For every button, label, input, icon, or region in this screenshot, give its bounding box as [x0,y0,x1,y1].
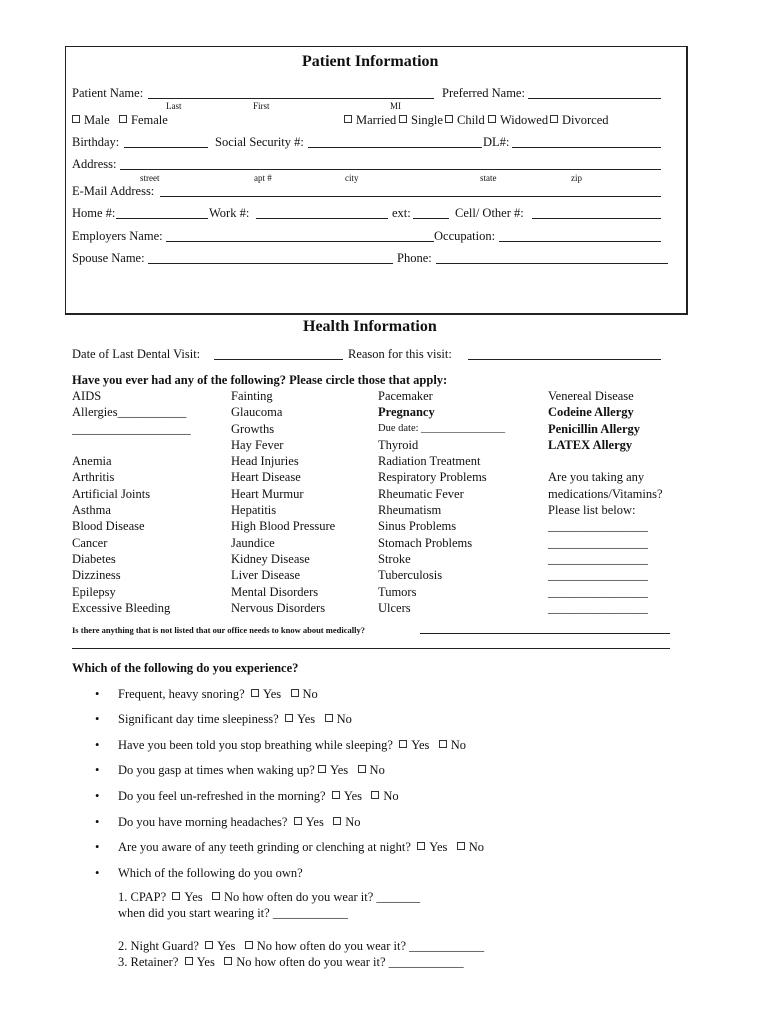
conditions-column-3 [378,388,505,616]
ssn-field[interactable] [308,137,482,148]
spouse-phone-label: Phone: [397,251,432,265]
gasp-yes-checkbox[interactable] [318,765,326,773]
home-phone-field[interactable] [116,208,208,219]
sleepiness-question: Significant day time sleepiness? Yes No [118,712,352,726]
cpap-row: 1. CPAP? Yes No how often do you wear it? _______ [118,890,421,904]
bullet: • [95,738,100,752]
gender-female-option[interactable]: Female [119,113,168,128]
work-phone-label: Work #: [209,206,250,220]
married-option[interactable]: Married [344,113,396,128]
condition-item [72,437,191,453]
child-checkbox[interactable] [445,115,453,123]
health-info-title: Health Information [303,318,437,335]
unrefreshed-no-checkbox[interactable] [371,791,379,799]
reason-field[interactable] [468,349,661,360]
condition-item[interactable]: Nervous Disorders [231,600,326,615]
retainer-no-checkbox[interactable] [224,957,232,965]
condition-item[interactable]: Glaucoma [231,405,283,420]
bullet: • [95,763,100,777]
own-devices-question: Which of the following do you own? [118,866,303,880]
guard-no-checkbox[interactable] [245,941,253,949]
address-label: Address: [72,157,117,171]
grinding-no-checkbox[interactable] [457,842,465,850]
condition-item[interactable]: Heart Murmur [231,486,304,501]
cpap-start-row[interactable]: when did you start wearing it? ____________ [118,906,348,920]
condition-item[interactable]: AIDS [72,389,102,403]
cell-phone-field[interactable] [532,208,661,219]
birthday-field[interactable] [124,137,208,148]
condition-item[interactable]: Dizziness [72,568,121,583]
condition-item[interactable]: Rheumatism [378,503,442,518]
sub-label-city: city [345,173,359,183]
condition-item[interactable]: Diabetes [72,551,116,566]
conditions-column-1 [72,388,191,616]
condition-item[interactable]: Heart Disease [231,470,301,485]
employer-label: Employers Name: [72,229,163,243]
night-guard-row: 2. Night Guard? Yes No how often do you wear it? ____________ [118,939,485,953]
gasp-no-checkbox[interactable] [358,765,366,773]
preferred-name-field[interactable] [528,88,661,99]
condition-item[interactable]: Asthma [72,503,111,518]
condition-item[interactable]: ___________________ [72,421,191,436]
condition-item[interactable]: Respiratory Problems [378,470,487,485]
ssn-label: Social Security #: [215,135,304,149]
sub-label-zip: zip [571,173,582,183]
spouse-field[interactable] [148,253,393,264]
single-option[interactable]: Single [399,113,443,128]
medication-line[interactable]: ________________ [548,568,648,583]
single-checkbox[interactable] [399,115,407,123]
bullet: • [95,687,100,701]
condition-item[interactable]: Cancer [72,535,108,550]
condition-item[interactable]: Venereal Disease [548,389,634,403]
sub-label-street: street [140,173,160,183]
stop-breathing-yes-checkbox[interactable] [399,740,407,748]
widowed-option[interactable]: Widowed [488,113,548,128]
work-phone-field[interactable] [256,208,388,219]
cpap-no-checkbox[interactable] [212,892,220,900]
retainer-yes-checkbox[interactable] [185,957,193,965]
condition-item[interactable]: Hay Fever [231,437,284,452]
widowed-checkbox[interactable] [488,115,496,123]
retainer-row: 3. Retainer? Yes No how often do you wear it? ____________ [118,955,464,969]
condition-item[interactable]: Thyroid [378,437,419,452]
medical-answer-field[interactable] [420,625,670,634]
patient-name-field[interactable] [148,88,434,99]
sleepiness-no-checkbox[interactable] [325,714,333,722]
snoring-question: Frequent, heavy snoring? Yes No [118,687,318,701]
cell-phone-label: Cell/ Other #: [455,206,524,220]
condition-item[interactable]: Rheumatic Fever [378,486,464,501]
female-checkbox[interactable] [119,115,127,123]
stop-breathing-question: Have you been told you stop breathing while sleeping? Yes No [118,738,467,752]
condition-item[interactable]: Pregnancy [378,405,435,420]
unrefreshed-question: Do you feel un-refreshed in the morning? Yes No [118,789,399,803]
conditions-column-2 [231,388,335,616]
gender-male-option[interactable]: Male [72,113,110,128]
sleepiness-yes-checkbox[interactable] [285,714,293,722]
gasp-question: Do you gasp at times when waking up? Yes No [118,763,385,777]
headaches-yes-checkbox[interactable] [294,817,302,825]
divorced-checkbox[interactable] [550,115,558,123]
condition-item[interactable]: Anemia [72,454,112,469]
grinding-yes-checkbox[interactable] [417,842,425,850]
headaches-question: Do you have morning headaches? Yes No [118,815,361,829]
last-visit-field[interactable] [214,349,343,360]
cpap-yes-checkbox[interactable] [172,892,180,900]
dl-label: DL#: [483,135,510,149]
reason-label: Reason for this visit: [348,347,452,361]
medical-answer-field-2[interactable] [72,640,670,649]
condition-item[interactable]: High Blood Pressure [231,519,336,534]
condition-item[interactable]: Hepatitis [231,503,277,518]
ext-label: ext: [392,206,411,220]
condition-item[interactable]: Stomach Problems [378,535,473,550]
headaches-no-checkbox[interactable] [333,817,341,825]
patient-info-title: Patient Information [302,53,439,70]
due-date-field[interactable]: Due date: ________________ [378,422,506,434]
condition-item[interactable]: Epilepsy [72,584,116,599]
patient-name-label: Patient Name: [72,86,144,100]
bullet: • [95,815,100,829]
condition-item[interactable]: Growths [231,421,275,436]
snoring-yes-checkbox[interactable] [251,689,259,697]
medication-line[interactable]: ________________ [548,519,648,534]
occupation-label: Occupation: [434,229,496,243]
condition-item[interactable]: Ulcers [378,600,411,615]
medications-question: Please list below: [548,503,636,518]
dl-field[interactable] [512,137,661,148]
experience-question: Which of the following do you experience? [72,661,299,675]
condition-item[interactable]: Codeine Allergy [548,405,634,420]
condition-item[interactable]: Kidney Disease [231,551,310,566]
medication-line[interactable]: ________________ [548,600,648,615]
guard-yes-checkbox[interactable] [205,941,213,949]
condition-item[interactable]: Stroke [378,551,411,566]
condition-item[interactable]: LATEX Allergy [548,437,633,452]
ext-field[interactable] [413,208,449,219]
occupation-field[interactable] [499,231,661,242]
condition-item[interactable]: Excessive Bleeding [72,600,171,615]
condition-item[interactable]: Arthritis [72,470,115,485]
condition-item[interactable]: Liver Disease [231,568,301,583]
condition-item[interactable]: Radiation Treatment [378,454,481,469]
unrefreshed-yes-checkbox[interactable] [332,791,340,799]
spouse-phone-field[interactable] [436,253,668,264]
medication-line[interactable]: ________________ [548,535,648,550]
bullet: • [95,712,100,726]
stop-breathing-no-checkbox[interactable] [439,740,447,748]
condition-item[interactable]: Fainting [231,389,273,403]
condition-item[interactable]: Head Injuries [231,454,299,469]
sub-label-apt: apt # [254,173,272,183]
condition-item[interactable]: Tuberculosis [378,568,443,583]
sub-label-mi: MI [390,101,401,111]
spacer [548,453,663,469]
condition-item[interactable]: Jaundice [231,535,275,550]
snoring-no-checkbox[interactable] [291,689,299,697]
home-phone-label: Home #: [72,206,116,220]
sub-label-last: Last [166,101,182,111]
spouse-label: Spouse Name: [72,251,145,265]
last-visit-label: Date of Last Dental Visit: [72,347,201,361]
condition-item[interactable]: Penicillin Allergy [548,421,641,436]
condition-item[interactable]: Allergies___________ [72,405,187,420]
birthday-label: Birthday: [72,135,120,149]
sub-label-state: state [480,173,497,183]
conditions-column-4 [548,388,663,616]
bullet: • [95,866,100,880]
email-field[interactable] [160,186,661,197]
male-checkbox[interactable] [72,115,80,123]
bullet: • [95,840,100,854]
medication-line[interactable]: ________________ [548,551,648,566]
condition-item[interactable]: Artificial Joints [72,486,151,501]
employer-field[interactable] [166,231,434,242]
sub-label-first: First [253,101,270,111]
divorced-option[interactable]: Divorced [550,113,609,128]
married-checkbox[interactable] [344,115,352,123]
address-field[interactable] [120,159,661,170]
medical-question: Is there anything that is not listed that our office needs to know about medically? [72,625,365,635]
email-label: E-Mail Address: [72,184,155,198]
condition-item[interactable]: Tumors [378,584,417,599]
condition-item[interactable]: Sinus Problems [378,519,457,534]
medication-line[interactable]: ________________ [548,584,648,599]
preferred-name-label: Preferred Name: [442,86,525,100]
condition-item[interactable]: Pacemaker [378,389,433,403]
grinding-question: Are you aware of any teeth grinding or clenching at night? Yes No [118,840,485,854]
child-option[interactable]: Child [445,113,485,128]
conditions-question: Have you ever had any of the following? Please circle those that apply: [72,373,448,387]
bullet: • [95,789,100,803]
condition-item[interactable]: Blood Disease [72,519,145,534]
medications-question: Are you taking any [548,470,645,485]
medications-question: medications/Vitamins? [548,486,663,501]
condition-item[interactable]: Mental Disorders [231,584,319,599]
